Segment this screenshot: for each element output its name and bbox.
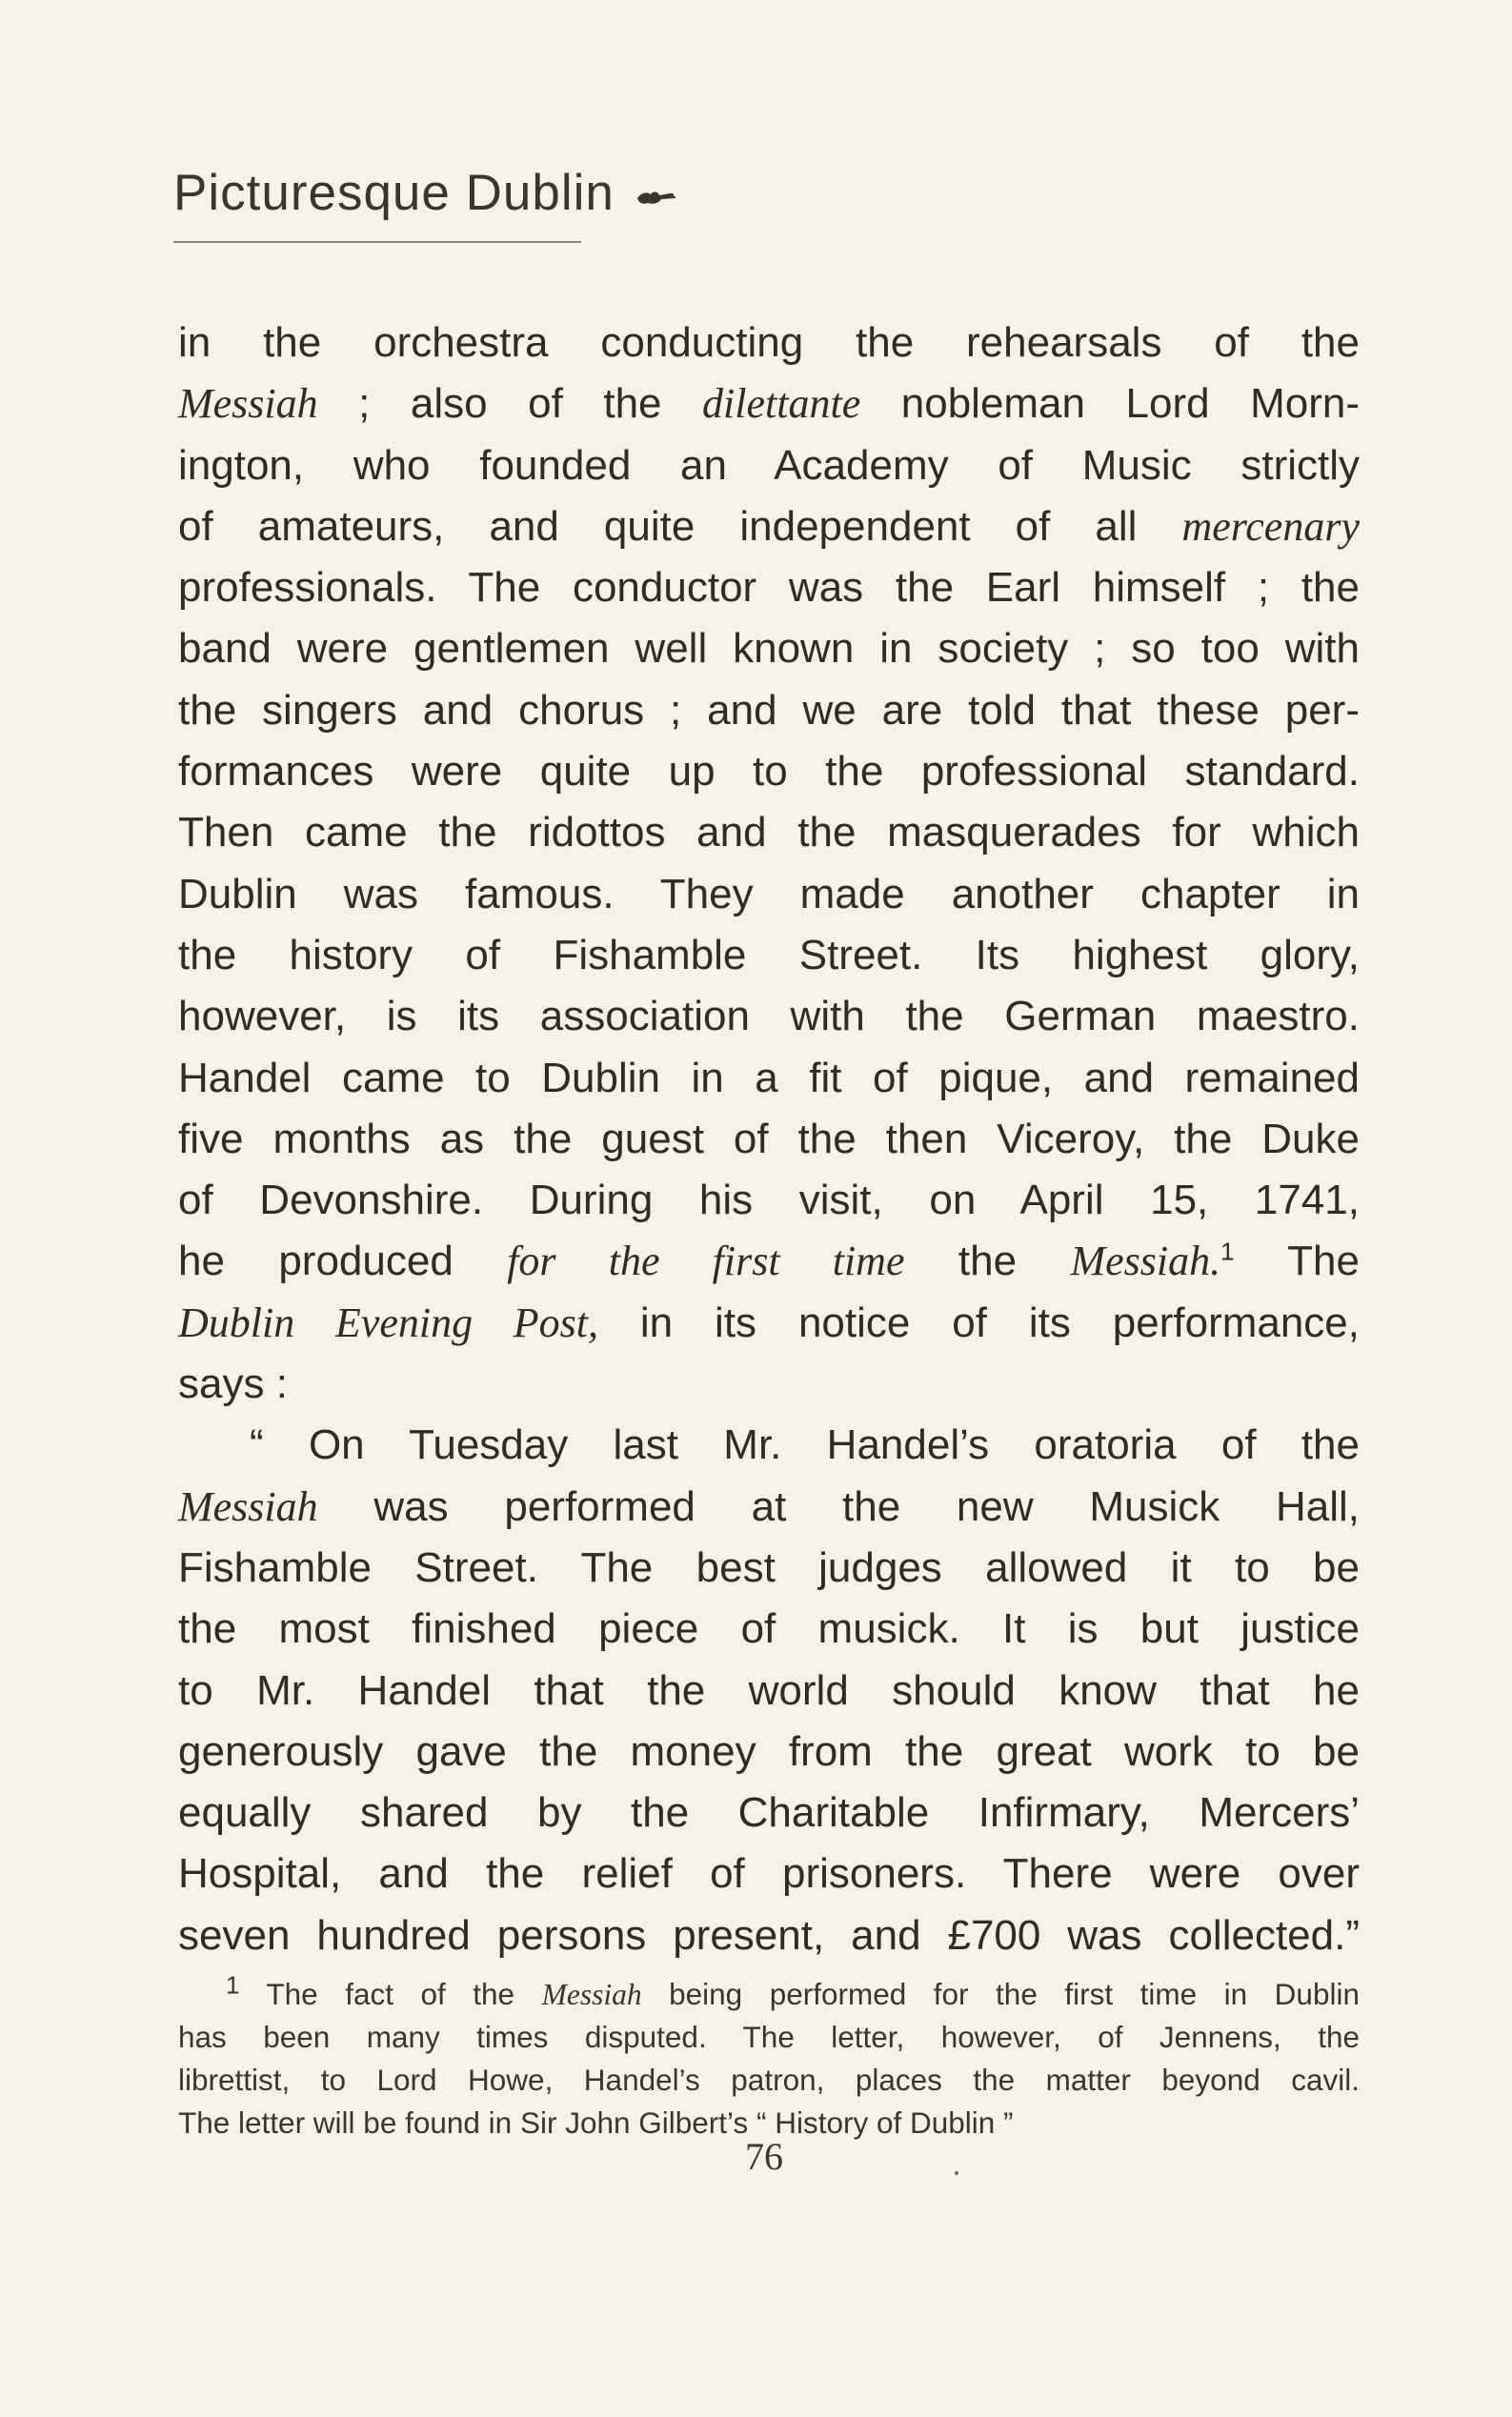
text-run: the history of Fishamble Street. Its highest glory, <box>178 931 1360 978</box>
running-head-title: Picturesque Dublin <box>173 165 615 221</box>
text-line <box>178 435 1360 496</box>
text-line <box>178 1905 1360 1966</box>
text-line <box>178 864 1360 925</box>
text-run: being performed for the first time in Dublin <box>641 1977 1360 2011</box>
text-line <box>178 1538 1360 1599</box>
text-line <box>178 1477 1360 1538</box>
text-run: the singers and chorus ; and we are told that these per- <box>178 686 1360 734</box>
text-line <box>178 741 1360 802</box>
footnote-line <box>178 2059 1360 2102</box>
running-head <box>173 164 677 226</box>
text-run: “ On Tuesday last Mr. Handel’s oratoria of the <box>250 1421 1360 1469</box>
italic-text: Messiah <box>541 1978 642 2011</box>
italic-text: for the first time <box>507 1238 905 1285</box>
hand-pointer-icon <box>635 162 677 220</box>
text-run: professionals. The conductor was the Earl himself ; the <box>178 564 1360 612</box>
text-run: formances were quite up to the professional standard. <box>178 748 1360 796</box>
body-text <box>178 312 1360 1966</box>
footnote-marker: 1 <box>1220 1237 1235 1266</box>
text-line <box>178 1722 1360 1783</box>
text-line <box>178 1599 1360 1660</box>
italic-text: Messiah. <box>1070 1238 1221 1285</box>
text-line <box>178 1661 1360 1722</box>
text-line <box>178 1231 1360 1292</box>
text-run: The <box>1234 1238 1360 1285</box>
text-line <box>178 925 1360 986</box>
footnote-line <box>178 1970 1360 2016</box>
italic-text: mercenary <box>1181 502 1360 550</box>
text-run: Fishamble Street. The best judges allowed it to be <box>178 1543 1360 1591</box>
text-run: Handel came to Dublin in a fit of pique, and remained <box>178 1054 1360 1101</box>
text-run: The fact of the <box>239 1977 542 2011</box>
text-run: the most finished piece of musick. It is but justice <box>178 1605 1360 1653</box>
text-run: was performed at the new Musick Hall, <box>317 1482 1360 1530</box>
italic-text: Dublin Evening Post, <box>178 1299 598 1346</box>
text-line <box>178 1109 1360 1170</box>
text-line <box>178 986 1360 1047</box>
text-line <box>178 680 1360 741</box>
text-run: has been many times disputed. The letter, however, of Jennens, the <box>178 2020 1360 2054</box>
text-run: however, is its association with the German maestro. <box>178 993 1360 1040</box>
text-run: band were gentlemen well known in society ; so too with <box>178 625 1360 673</box>
text-run: equally shared by the Charitable Infirmary, Mercers’ <box>178 1789 1360 1837</box>
text-run: in the orchestra conducting the rehearsals of the <box>178 319 1360 366</box>
text-run: in its notice of its performance, <box>597 1299 1361 1346</box>
text-run: the <box>904 1238 1071 1285</box>
text-run: nobleman Lord Morn- <box>860 380 1360 428</box>
italic-text: Messiah <box>178 380 318 428</box>
text-run: to Mr. Handel that the world should know that he <box>178 1666 1360 1714</box>
text-line <box>178 1783 1360 1843</box>
text-run: he produced <box>178 1238 508 1285</box>
text-run: The letter will be found in Sir John Gilbert’s “ History of Dublin ” <box>178 2105 1014 2140</box>
text-line <box>178 496 1360 557</box>
text-line <box>178 557 1360 618</box>
footnote-marker: 1 <box>226 1970 240 2000</box>
text-line <box>178 1843 1360 1904</box>
text-line <box>178 1415 1360 1476</box>
text-run: five months as the guest of the then Viceroy, the Duke <box>178 1115 1360 1162</box>
text-line <box>178 1354 1360 1415</box>
text-run: ; also of the <box>317 380 703 428</box>
text-run: of Devonshire. During his visit, on April 15, 1741, <box>178 1177 1360 1224</box>
text-line <box>178 1048 1360 1109</box>
footnote-line <box>178 2016 1360 2059</box>
italic-text: dilettante <box>702 380 861 428</box>
footnote <box>178 1970 1360 2145</box>
text-line <box>178 618 1360 679</box>
text-run: generously gave the money from the great work to be <box>178 1727 1360 1775</box>
running-head-rule <box>173 241 581 243</box>
text-run: seven hundred persons present, and £700 was collected.” <box>178 1911 1360 1959</box>
italic-text: Messiah <box>178 1482 318 1530</box>
text-run: librettist, to Lord Howe, Handel’s patron, places the matter beyond cavil. <box>178 2063 1360 2097</box>
text-run: of amateurs, and quite independent of all <box>178 502 1182 550</box>
text-run: ington, who founded an Academy of Music strictly <box>178 441 1360 489</box>
text-line <box>178 1293 1360 1354</box>
text-line <box>178 802 1360 863</box>
text-run: Dublin was famous. They made another chapter in <box>178 870 1360 917</box>
text-line <box>178 1170 1360 1231</box>
text-line <box>178 373 1360 434</box>
text-run: Hospital, and the relief of prisoners. There were over <box>178 1850 1360 1898</box>
page-number: 76 <box>745 2135 783 2178</box>
text-line <box>178 312 1360 373</box>
text-run: says : <box>178 1360 288 1408</box>
paper-speck <box>955 2171 958 2175</box>
text-run: Then came the ridottos and the masquerades for which <box>178 809 1360 856</box>
